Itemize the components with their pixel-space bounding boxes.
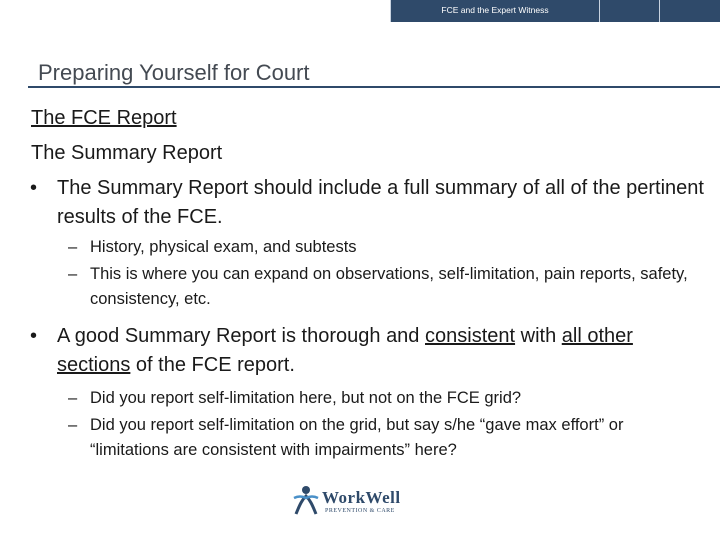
dash-marker: – — [68, 389, 78, 407]
fce-report-link[interactable]: The FCE Report — [31, 107, 177, 129]
dash-marker: – — [68, 265, 78, 283]
bullet-summary-content — [30, 174, 710, 232]
workwell-logo — [292, 484, 422, 520]
logo-brand: WorkWell — [322, 488, 401, 507]
bullet-text-part: of the FCE report. — [130, 354, 295, 376]
bullet-dot: • — [30, 325, 38, 347]
sub-bullet-text: History, physical exam, and subtests — [90, 238, 357, 256]
sub-bullet-text: Did you report self-limitation on the grid, but say s/he “gave max effort” or “limitations are consistent with impairments” here? — [90, 416, 624, 459]
header-title: FCE and the Expert Witness — [390, 0, 599, 22]
title-underline — [28, 86, 720, 88]
bullet-good-summary — [30, 322, 710, 380]
sub-bullet — [68, 235, 698, 260]
underlined-consistent: consistent — [425, 325, 516, 347]
bullet-text-part: with — [515, 325, 562, 347]
bullet-text — [30, 322, 710, 380]
logo-tagline: PREVENTION & CARE — [325, 508, 395, 514]
header-box — [599, 0, 659, 22]
sub-bullet-text: Did you report self-limitation here, but not on the FCE grid? — [90, 389, 522, 407]
bullet-text: The Summary Report should include a full summary of all of the pertinent results of the FCE. — [57, 177, 704, 228]
header-left-space — [0, 0, 390, 22]
person-figure-icon — [292, 484, 320, 518]
summary-report-line: The Summary Report — [31, 142, 223, 164]
bullet-dot: • — [30, 177, 38, 199]
header-box — [659, 0, 720, 22]
sub-bullet — [68, 413, 688, 463]
sub-bullet — [68, 386, 698, 411]
dash-marker: – — [68, 416, 78, 434]
sub-bullet — [68, 262, 698, 312]
sub-bullet-text: This is where you can expand on observations, self-limitation, pain reports, safety, consistency, etc. — [90, 265, 688, 308]
slide-title: Preparing Yourself for Court — [38, 60, 310, 85]
underlined-all-other-sections: all other sections — [57, 325, 633, 376]
dash-marker: – — [68, 238, 78, 256]
bullet-text-part: A good Summary Report is thorough and — [57, 325, 425, 347]
